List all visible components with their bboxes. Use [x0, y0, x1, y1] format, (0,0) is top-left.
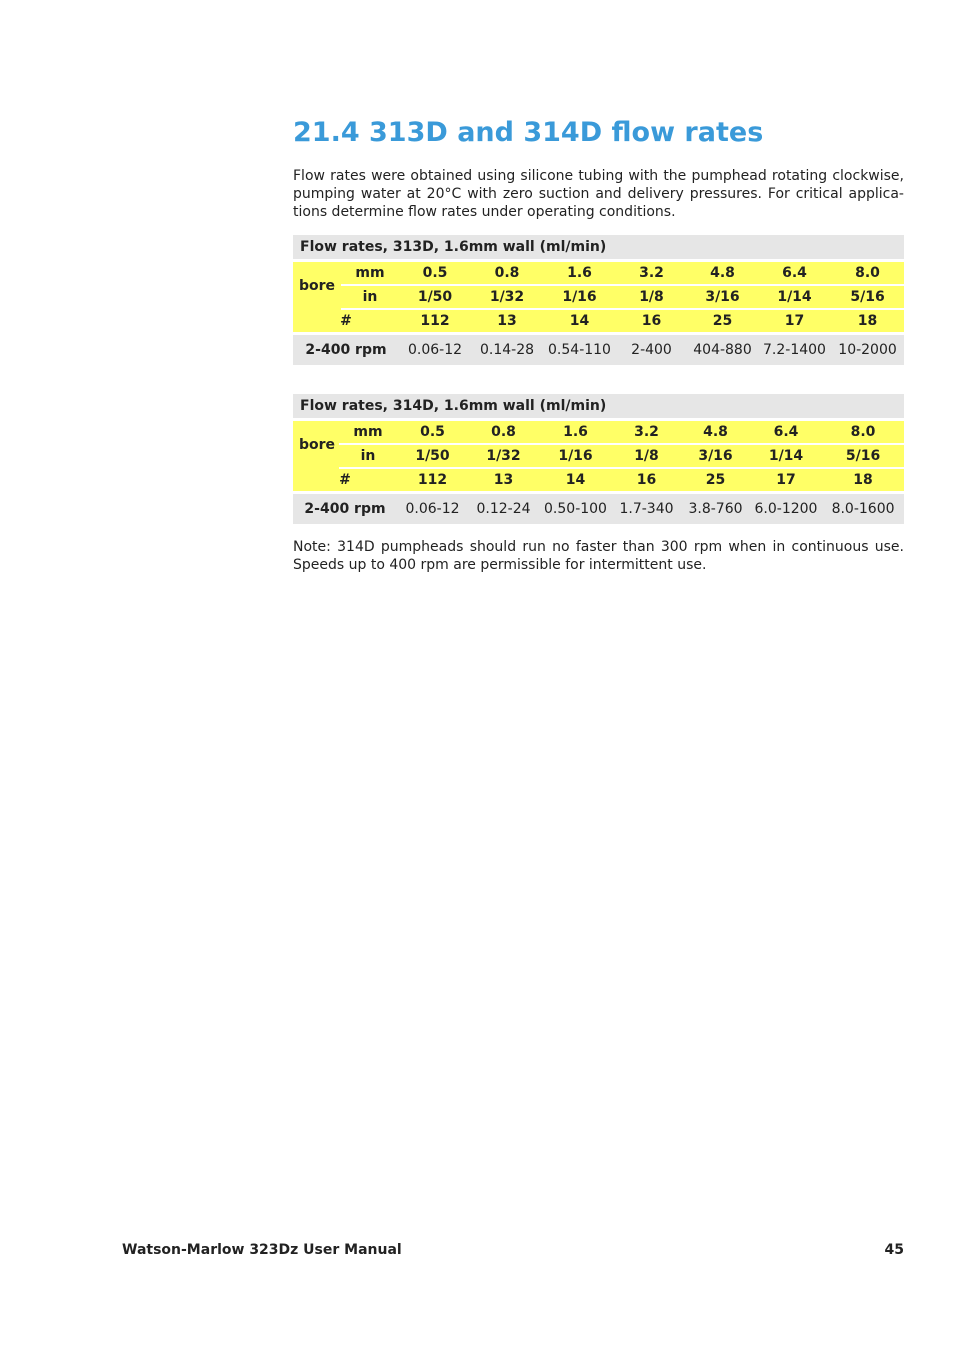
bore-mm-cell: 0.8 — [471, 261, 543, 286]
bore-mm-cell: 0.8 — [468, 420, 539, 445]
bore-in-cell: 1/16 — [543, 285, 616, 309]
bore-mm-cell: 3.2 — [612, 420, 681, 445]
flow-rate-cell: 7.2-1400 — [758, 335, 831, 365]
rpm-label: 2-400 rpm — [293, 335, 399, 365]
bore-mm-cell: 3.2 — [616, 261, 687, 286]
table-caption: Flow rates, 314D, 1.6mm wall (ml/min) — [293, 394, 904, 420]
bore-mm-cell: 4.8 — [681, 420, 750, 445]
bore-mm-cell: 8.0 — [831, 261, 904, 286]
tube-number-cell: 25 — [687, 309, 758, 332]
tube-number-cell: 112 — [399, 309, 471, 332]
page-title: 21.4 313D and 314D flow rates — [293, 117, 764, 148]
flow-rate-cell: 8.0-1600 — [822, 494, 904, 524]
note-paragraph: Note: 314D pumpheads should run no faster than 300 rpm when in continuous use. Speeds up to 400 rpm are permissible for intermittent use. — [293, 539, 904, 573]
tube-number-cell: 25 — [681, 468, 750, 491]
flow-rate-cell: 2-400 — [616, 335, 687, 365]
tube-number-cell: 13 — [471, 309, 543, 332]
tube-number-cell: 14 — [539, 468, 612, 491]
tube-number-cell: 14 — [543, 309, 616, 332]
tube-number-cell: 112 — [397, 468, 468, 491]
bore-in-cell: 1/8 — [616, 285, 687, 309]
flow-rate-cell: 404-880 — [687, 335, 758, 365]
in-label: in — [341, 285, 399, 309]
bore-in-cell: 5/16 — [831, 285, 904, 309]
bore-in-cell: 5/16 — [822, 444, 904, 468]
bore-in-cell: 1/32 — [468, 444, 539, 468]
table-caption: Flow rates, 313D, 1.6mm wall (ml/min) — [293, 235, 904, 261]
bore-in-cell: 1/14 — [750, 444, 822, 468]
flow-rate-cell: 3.8-760 — [681, 494, 750, 524]
bore-in-cell: 1/16 — [539, 444, 612, 468]
flow-table-313d — [293, 235, 904, 365]
bore-mm-cell: 1.6 — [539, 420, 612, 445]
bore-in-cell: 1/50 — [397, 444, 468, 468]
mm-label: mm — [339, 420, 397, 445]
bore-in-cell: 1/8 — [612, 444, 681, 468]
flow-rate-cell: 0.54-110 — [543, 335, 616, 365]
flow-rate-cell: 1.7-340 — [612, 494, 681, 524]
footer-manual-title: Watson-Marlow 323Dz User Manual — [122, 1242, 402, 1258]
in-label: in — [339, 444, 397, 468]
tube-number-cell: 18 — [822, 468, 904, 491]
intro-paragraph: Flow rates were obtained using silicone tubing with the pumphead rotating clockwise, pumping water at 20°C with zero suction and delivery pressures. For critical applica-tions determine flow rates under operating conditions. — [293, 168, 904, 220]
tube-number-cell: 13 — [468, 468, 539, 491]
bore-in-cell: 1/14 — [758, 285, 831, 309]
bore-label: bore — [293, 420, 339, 469]
flow-rate-cell: 0.14-28 — [471, 335, 543, 365]
tube-number-cell: 17 — [750, 468, 822, 491]
tube-number-label: # — [293, 309, 399, 332]
bore-mm-cell: 8.0 — [822, 420, 904, 445]
footer-page-number: 45 — [884, 1242, 904, 1258]
bore-mm-cell: 0.5 — [399, 261, 471, 286]
tube-number-label: # — [293, 468, 397, 491]
flow-rate-cell: 0.06-12 — [399, 335, 471, 365]
bore-mm-cell: 6.4 — [758, 261, 831, 286]
flow-table-314d — [293, 394, 904, 524]
mm-label: mm — [341, 261, 399, 286]
bore-mm-cell: 0.5 — [397, 420, 468, 445]
bore-in-cell: 1/32 — [471, 285, 543, 309]
bore-in-cell: 1/50 — [399, 285, 471, 309]
flow-rate-cell: 0.06-12 — [397, 494, 468, 524]
tube-number-cell: 16 — [616, 309, 687, 332]
rpm-label: 2-400 rpm — [293, 494, 397, 524]
tube-number-cell: 16 — [612, 468, 681, 491]
flow-rate-cell: 10-2000 — [831, 335, 904, 365]
bore-in-cell: 3/16 — [687, 285, 758, 309]
flow-rate-cell: 6.0-1200 — [750, 494, 822, 524]
bore-mm-cell: 6.4 — [750, 420, 822, 445]
bore-mm-cell: 1.6 — [543, 261, 616, 286]
flow-rate-cell: 0.50-100 — [539, 494, 612, 524]
flow-rate-cell: 0.12-24 — [468, 494, 539, 524]
bore-mm-cell: 4.8 — [687, 261, 758, 286]
tube-number-cell: 17 — [758, 309, 831, 332]
bore-in-cell: 3/16 — [681, 444, 750, 468]
bore-label: bore — [293, 261, 341, 310]
tube-number-cell: 18 — [831, 309, 904, 332]
